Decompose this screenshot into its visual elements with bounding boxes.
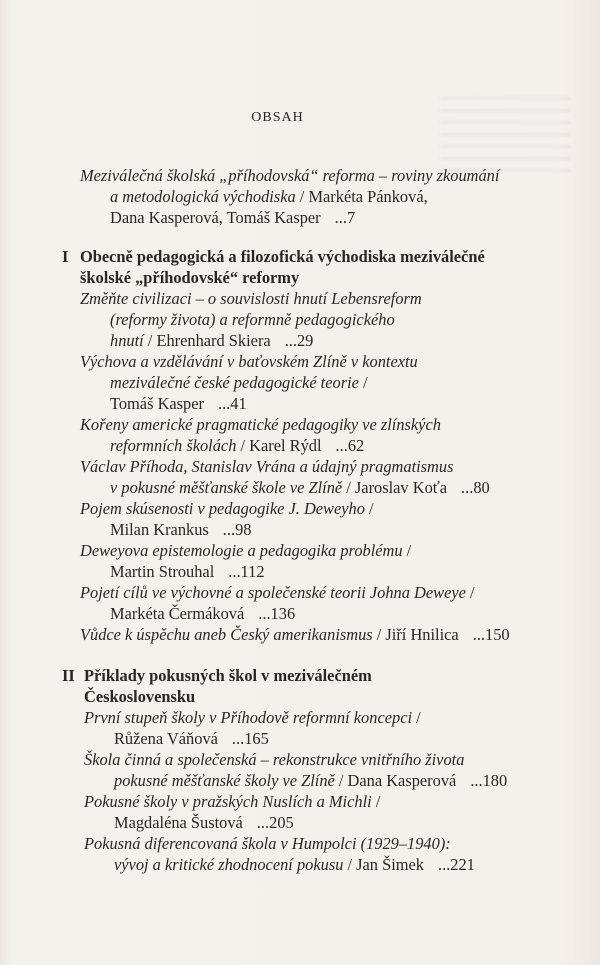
entry-author: /	[465, 583, 475, 602]
entry-author: / Jiří Hnilica	[372, 625, 459, 644]
entry-author-line	[110, 208, 355, 228]
entry-page: ...150	[472, 625, 510, 644]
entry-title-text: hnutí	[110, 331, 144, 350]
entry-author-line	[110, 562, 265, 582]
entry-page: ...221	[437, 855, 475, 874]
entry-page: ...165	[231, 729, 269, 748]
entry-last-line	[114, 771, 507, 791]
entry-page: ...112	[228, 562, 265, 581]
entry-title-line: Meziválečná školská „příhodovská“ reforma – roviny zkoumání	[80, 166, 500, 185]
section-numeral: I	[62, 247, 69, 266]
entry-author: /	[358, 373, 368, 392]
entry-title-line	[110, 373, 368, 393]
entry-title-text: v pokusné měšťanské škole ve Zlíně	[110, 478, 343, 497]
entry-page: ...41	[217, 394, 247, 413]
entry-title-line: (reformy života) a reformně pedagogického	[110, 310, 395, 329]
entry-author: /	[364, 499, 374, 518]
entry-title-text: Deweyova epistemologie a pedagogika problému	[80, 541, 403, 560]
entry-title-line: Pokusná diferencovaná škola v Humpolci (1929–1940):	[84, 834, 451, 853]
entry-title-line	[80, 541, 411, 561]
entry-title-line	[80, 499, 374, 519]
entry-title-line	[84, 708, 421, 728]
page-title: OBSAH	[251, 110, 304, 125]
entry-title-text: Pokusné školy v pražských Nuslích a Michli	[84, 792, 372, 811]
entry-author: /	[402, 541, 412, 560]
entry-title-line	[84, 792, 380, 812]
entry-author-line	[114, 729, 269, 749]
entry-author: Magdaléna Šustová	[114, 813, 243, 832]
entry-page: ...80	[461, 478, 490, 497]
section-title-line: Příklady pokusných škol v meziválečném	[84, 666, 372, 685]
entry-author: Růžena Váňová	[114, 729, 218, 748]
section-title-line: Československu	[84, 687, 196, 706]
entry-author: / Dana Kasperová	[334, 771, 457, 790]
entry-author: Milan Krankus	[110, 520, 209, 539]
entry-title-text: a metodologická východiska	[110, 187, 296, 206]
entry-author: / Karel Rýdl	[236, 436, 322, 455]
entry-author: /	[412, 708, 421, 727]
entry-title-text: Vůdce k úspěchu aneb Český amerikanismus	[80, 625, 373, 644]
entry-title-line: Kořeny americké pragmatické pedagogiky ve zlínských	[80, 415, 441, 434]
section-title-line: Obecně pedagogická a filozofická východiska meziválečné	[80, 247, 485, 266]
entry-author: /	[371, 792, 381, 811]
entry-page: ...29	[284, 331, 314, 350]
entry-author: / Jan Šimek	[343, 855, 424, 874]
bleed-through-shadow	[440, 88, 570, 178]
entry-title-text: Pojem skúsenosti v pedagogike J. Deweyho	[80, 499, 365, 518]
entry-page: ...98	[222, 520, 252, 539]
entry-last-line	[80, 625, 510, 645]
entry-author: Dana Kasperová, Tomáš Kasper	[110, 208, 321, 227]
entry-page: ...136	[258, 604, 296, 623]
entry-page: ...205	[256, 813, 294, 832]
entry-title-text: vývoj a kritické zhodnocení pokusu	[114, 855, 344, 874]
entry-author-line	[110, 394, 247, 414]
entry-title-line: Václav Příhoda, Stanislav Vrána a údajný pragmatismus	[80, 457, 454, 476]
section-title-line: školské „příhodovské“ reformy	[80, 268, 300, 287]
entry-title-line: Výchova a vzdělávání v baťovském Zlíně v kontextu	[80, 352, 418, 371]
entry-title-text: reformních školách	[110, 436, 237, 455]
entry-author: / Markéta Pánková,	[295, 187, 428, 206]
entry-page: ...7	[334, 208, 356, 227]
entry-author: Tomáš Kasper	[110, 394, 204, 413]
entry-author: / Ehrenhard Skiera	[143, 331, 271, 350]
entry-title-text: pokusné měšťanské školy ve Zlíně	[114, 771, 335, 790]
entry-last-line	[110, 436, 364, 456]
entry-page: ...62	[335, 436, 365, 455]
entry-last-line	[110, 478, 490, 498]
entry-page: ...180	[470, 771, 508, 790]
entry-author-line	[110, 520, 251, 540]
entry-author: / Jaroslav Koťa	[342, 478, 448, 497]
entry-last-line	[114, 855, 475, 875]
section-numeral: II	[62, 666, 75, 685]
entry-title-text: Pojetí cílů ve výchovné a společenské teorii Johna Deweye	[80, 583, 466, 602]
entry-author-line	[110, 604, 295, 624]
entry-title-line: Škola činná a společenská – rekonstrukce vnitřního života	[84, 750, 465, 769]
entry-title-text: meziválečné české pedagogické teorie	[110, 373, 359, 392]
entry-author: Markéta Čermáková	[110, 604, 245, 623]
entry-author-line	[114, 813, 294, 833]
entry-title-text: První stupeň školy v Příhodově reformní koncepci	[84, 708, 413, 727]
entry-author: Martin Strouhal	[110, 562, 215, 581]
entry-last-line	[110, 331, 313, 351]
entry-title-line	[80, 583, 475, 603]
entry-title-line: Změňte civilizaci – o souvislosti hnutí Lebensreform	[80, 289, 422, 308]
entry-title-line	[110, 187, 428, 207]
